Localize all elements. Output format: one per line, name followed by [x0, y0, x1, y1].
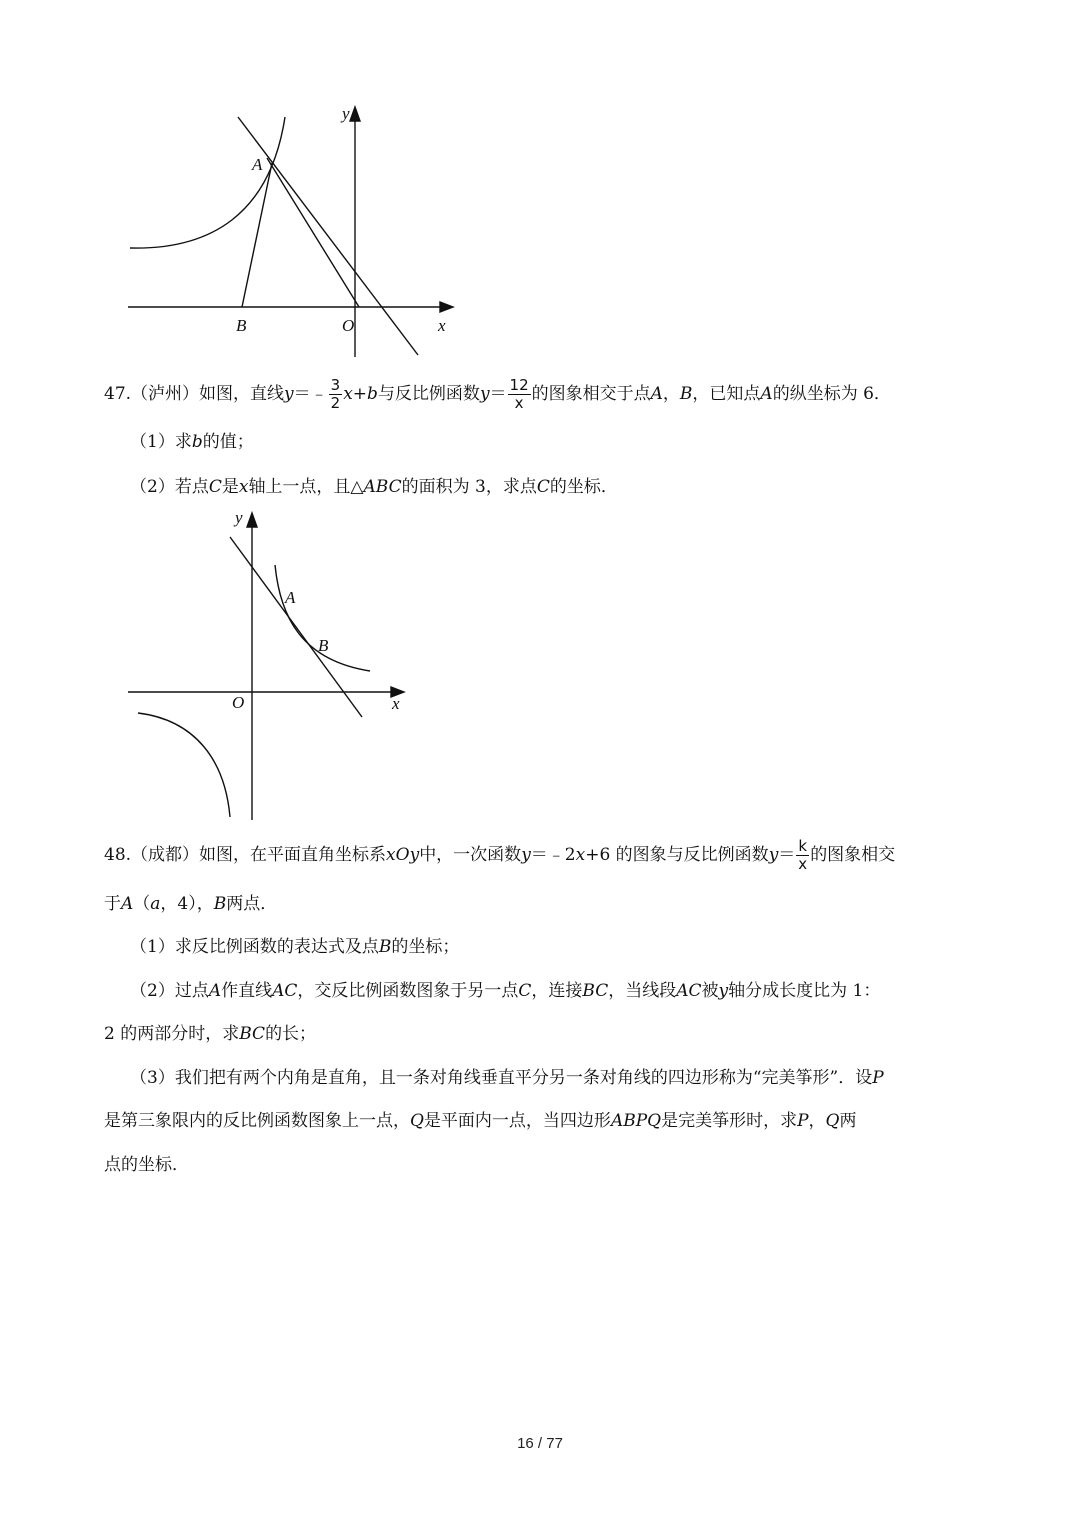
fraction-12-x: $\frac{12}{x}$: [509, 376, 529, 412]
label-y: y: [342, 104, 350, 123]
segment-ao: [267, 158, 359, 307]
label-b: B: [236, 316, 247, 335]
q48-stem-line2: 于A（a，4），B两点．: [104, 894, 278, 914]
hyperbola-branch: [130, 117, 285, 248]
label-x: x: [392, 694, 400, 713]
line-through-a-b: [230, 537, 362, 717]
page-number: 16 / 77: [517, 1435, 563, 1452]
y-axis-arrow: [350, 107, 360, 121]
label-o: O: [342, 316, 355, 335]
fraction-k-x: $\frac{k}{x}$: [798, 837, 808, 873]
figure-2: [120, 505, 420, 825]
q48-sub1: （1）求反比例函数的表达式及点B的坐标；: [130, 937, 460, 957]
label-x: x: [438, 316, 446, 335]
q48-sub3: （3）我们把有两个内角是直角，且一条对角线垂直平分另一条对角线的四边形称为“完美筝形”．设P: [130, 1068, 884, 1088]
q47-sub1: （1）求b的值；: [130, 432, 254, 452]
q48-number: 48.: [104, 845, 132, 865]
label-b: B: [318, 636, 329, 655]
q48-stem: 48.（成都）如图，在平面直角坐标系xOy中，一次函数y＝﹣2x+6 的图象与反比例函数y＝ $\frac{k}{x}$ 的图象相交: [104, 837, 896, 873]
label-a: A: [252, 155, 263, 174]
fraction-3-2: $\frac{3}{2}$: [330, 376, 341, 412]
q48-sub3-line3: 点的坐标．: [104, 1155, 189, 1175]
q47-number: 47.: [104, 384, 132, 404]
q48-sub2-line2: 2 的两部分时，求BC的长；: [104, 1024, 317, 1044]
q48-sub2: （2）过点A作直线AC，交反比例函数图象于另一点C，连接BC，当线段AC被y轴分成长度比为 1：: [130, 981, 881, 1001]
segment-ab: [242, 163, 272, 307]
x-axis-arrow: [440, 302, 453, 312]
figure-1: [120, 95, 460, 365]
y-axis-arrow: [247, 513, 257, 527]
hyperbola-third-quadrant: [138, 713, 230, 817]
line-through-a-long: [238, 117, 418, 355]
label-a: A: [285, 588, 296, 607]
q48-sub3-line2: 是第三象限内的反比例函数图象上一点，Q是平面内一点，当四边形ABPQ是完美筝形时，求P，Q两: [104, 1111, 857, 1131]
q47-sub2: （2）若点C是x轴上一点，且△ABC的面积为 3，求点C的坐标．: [130, 477, 618, 497]
q47-stem: 47.（泸州）如图，直线y＝﹣ $\frac{3}{2}$ x+b与反比例函数y＝ $\frac{12}{x}$ 的图象相交于点A，B，已知点A的纵坐标为 6．: [104, 376, 891, 412]
label-o: O: [232, 693, 245, 712]
label-y: y: [235, 508, 243, 527]
